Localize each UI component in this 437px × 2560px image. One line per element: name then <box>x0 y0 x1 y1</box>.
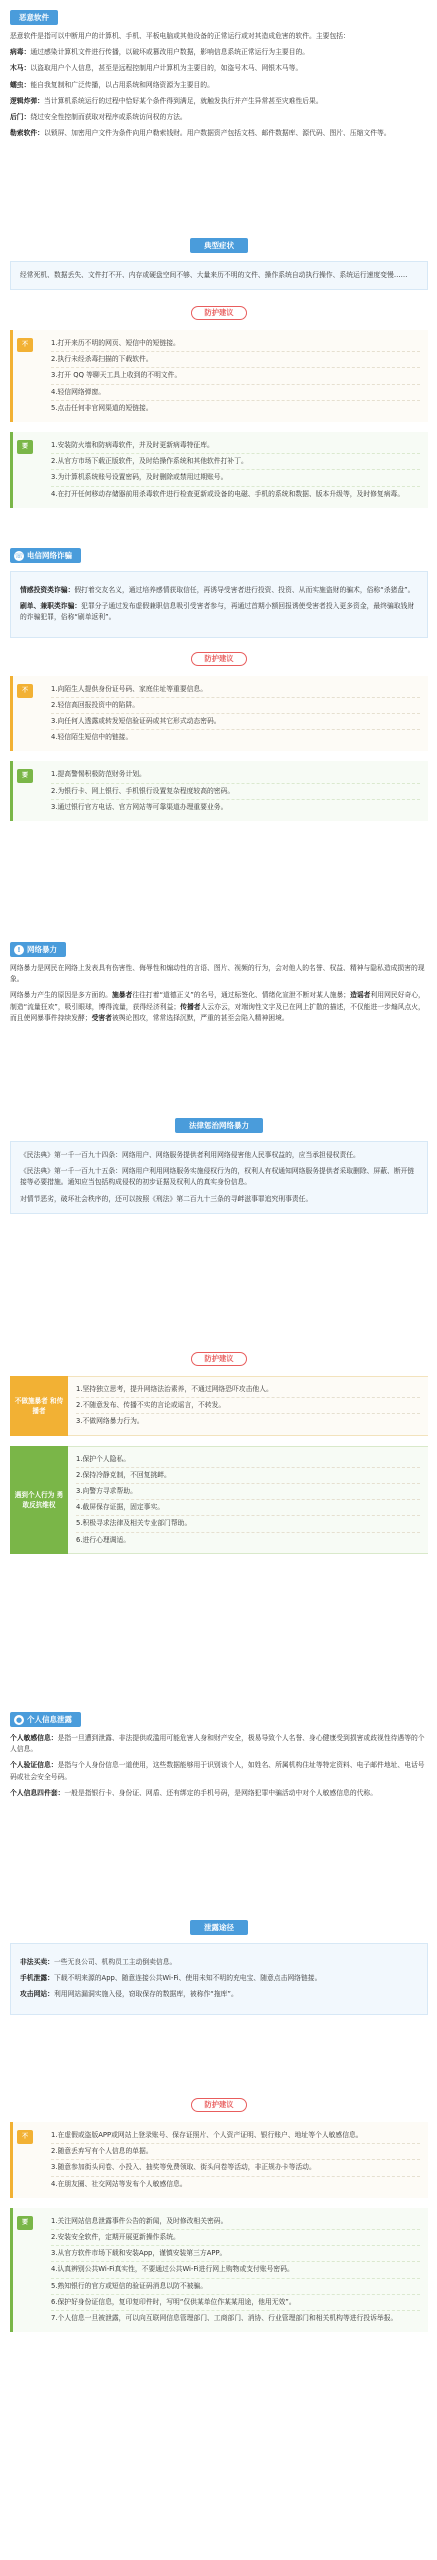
fraud-do-item: 2.为银行卡、网上银行、手机银行设置复杂程度较高的密码。 <box>51 784 420 800</box>
law-card <box>10 1141 428 1214</box>
fraud-dont-item: 3.向任何人透露或转发短信验证码或其它形式动态密码。 <box>51 714 420 730</box>
law-article-1195: 《民法典》第一千一百九十五条：网络用户利用网络服务实施侵权行为的，权利人有权通知网络服务提供者采取删除、屏蔽、断开链接等必要措施。通知应当包括构成侵权的初步证据及权利人的真实身份信息。 <box>20 1167 415 1187</box>
fraud-card <box>10 571 428 638</box>
dont-item: 2.执行未经杀毒扫描的下载软件。 <box>51 352 420 368</box>
malware-tag: 恶意软件 <box>10 10 58 25</box>
fraud-type-text: 犯罪分子通过发布虚假兼职信息吸引受害者参与，再通过首期小额回报诱使受害者投入更多资金，最终骗取钱财的诈骗犯罪，俗称“刷单返利”。 <box>20 602 415 622</box>
no-bully-item: 1.坚持独立思考，提升网络法治素养，不通过网络恐吓攻击他人。 <box>76 1382 420 1398</box>
defend-rights-item: 4.截屏保存证据，固定事实。 <box>76 1500 420 1516</box>
info-do-item: 1.关注网站信息泄露事件公告的新闻，及时修改相关密码。 <box>51 2214 420 2230</box>
fraud-type <box>20 601 418 623</box>
malware-definition-text: 以盗取用户个人信息，甚至是远程控制用户计算机为主要目的，如盗号木马、网银木马等。 <box>30 64 303 73</box>
fraud-type-term: 刷单、兼职类诈骗： <box>20 602 82 611</box>
do-item: 2.从官方市场下载正版软件，及时给操作系统和其他软件打补丁。 <box>51 454 420 470</box>
law-pill: 法律惩治网络暴力 <box>175 1118 263 1133</box>
fraud-type-text: 假打着交友名义，通过培养感情获取信任，再诱导受害者进行投资、投资、从而实施盗财的骗术，俗称“杀猪盘”。 <box>74 586 415 594</box>
malware-definition-term: 蠕虫： <box>10 80 31 89</box>
warning-icon: ! <box>14 945 24 955</box>
do-item: 4.在打开任何移动存储器前用杀毒软件进行检查更新或设备的电磁、手机的系统和数据、版本升级等，及时修复病毒。 <box>51 489 405 498</box>
leak-path-text: 利用网站漏洞实施入侵，窃取保存的数据库，被称作“拖库”。 <box>53 1990 238 1999</box>
info-do-item: 5.熟知银行的官方或短信的验证码消息以防不被骗。 <box>51 2279 420 2295</box>
info-type <box>10 1788 428 1799</box>
cyberbully-advice-pill: 防护建议 <box>191 1352 246 1366</box>
malware-definition-term: 勒索软件： <box>10 129 44 138</box>
info-do-item: 3.从官方软件市场下载和安装App，谨慎安装第三方APP。 <box>51 2246 420 2262</box>
cyberbully-causes: 网络暴力产生的原因是多方面的。施暴者往往打着“道德正义”的名号，通过标签化、情绪化宣泄不断对某人施暴；造谣者利用网民好奇心，制造“流量狂欢”，吸引眼球，博得流量，获得经济利益；传播者人云亦云，对端询性文字及已在网上扩散的描述，不仅能进一步煽风点火，而且使网暴事件持续发酵；受害者被舆论围攻，常常选择沉默，严重的甚至会陷入精神困境。 <box>10 991 425 1022</box>
symptoms-section <box>10 238 428 290</box>
defend-rights-item: 6.进行心理调适。 <box>76 1535 131 1544</box>
info-do-mark: 要 <box>17 2216 33 2230</box>
info-leak-tag-label: 个人信息泄露 <box>27 1715 72 1724</box>
leak-path <box>20 1957 418 1968</box>
leak-path-text: 一些无良公司、机构员工主动倒卖信息。 <box>53 1958 177 1966</box>
fraud-dont-mark: 不 <box>17 684 33 698</box>
dont-item: 1.打开来历不明的网页、短信中的短链接。 <box>51 336 420 352</box>
info-type-term: 个人信息四件套： <box>10 1788 65 1797</box>
fraud-dont-list <box>10 676 428 752</box>
cyberbully-advice-section <box>10 1352 428 1554</box>
info-type-text: 是指一旦遭到泄露、非法提供或滥用可能危害人身和财产安全，极易导致个人名誉、身心健康受到损害或歧视性待遇等的个人信息。 <box>10 1734 425 1754</box>
law-section <box>10 1118 428 1214</box>
malware-section <box>10 10 428 144</box>
law-criminal: 对情节恶劣，破坏社会秩序的，还可以按照《刑法》第二百九十三条的寻衅滋事罪追究刑事责任。 <box>20 1194 313 1203</box>
do-list <box>10 432 428 508</box>
no-bully-row <box>10 1376 428 1436</box>
info-type-term: 个人验证信息： <box>10 1761 58 1770</box>
fraud-do-item: 3.通过银行官方电话、官方网站等可靠渠道办理重要业务。 <box>51 802 228 811</box>
info-dont-list <box>10 2122 428 2198</box>
phone-icon: ☏ <box>14 551 24 560</box>
no-bully-item: 3.不做网络暴力行为。 <box>76 1417 144 1426</box>
info-type <box>10 1760 428 1782</box>
cyberbully-tag <box>10 942 66 957</box>
fraud-section <box>10 548 428 821</box>
leak-path-pill: 泄露途径 <box>190 1920 248 1935</box>
leak-path-term: 非法买卖： <box>20 1958 54 1966</box>
dont-item: 4.轻信网络弹窗。 <box>51 385 420 401</box>
info-type <box>10 1733 428 1755</box>
no-bully-label: 不做施暴者 和传播者 <box>10 1376 68 1436</box>
defend-rights-item: 3.向警方寻求帮助。 <box>76 1484 420 1500</box>
fraud-tag <box>10 548 81 563</box>
leak-path <box>20 1973 418 1984</box>
info-leak-tag <box>10 1712 81 1727</box>
defend-rights-label: 遇到个人行为 勇敢反抗维权 <box>10 1446 68 1554</box>
cyberbully-definition: 网络暴力是网民在网络上发表具有伤害性、侮辱性和煽动性的言语、图片、视频的行为，会对他人的名誉、权益、精神与隐私造成损害的现象。 <box>10 964 425 984</box>
info-do-item: 2.安装安全软件，定期开展更新操作系统。 <box>51 2230 420 2246</box>
do-mark: 要 <box>17 440 33 454</box>
defend-rights-item: 2.保持冷静克制，不回复挑衅。 <box>76 1468 420 1484</box>
malware-definition <box>10 128 428 139</box>
user-icon: ● <box>15 1715 23 1724</box>
dont-mark: 不 <box>17 338 33 352</box>
cyberbully-tag-label: 网络暴力 <box>27 945 57 954</box>
fraud-dont-item: 4.轻信陌生短信中的链接。 <box>51 733 133 742</box>
malware-definition-text: 通过感染计算机文件进行传播，以破坏或篡改用户数据，影响信息系统正常运行为主要目的。 <box>30 48 310 57</box>
advice-pill: 防护建议 <box>191 306 246 320</box>
fraud-type <box>20 585 418 596</box>
malware-definition-term: 病毒： <box>10 48 31 57</box>
defend-rights-item: 5.积极寻求法律及相关专业部门帮助。 <box>76 1516 420 1532</box>
malware-advice-section <box>10 306 428 508</box>
symptoms-pill: 典型症状 <box>190 238 248 253</box>
fraud-do-list <box>10 761 428 821</box>
info-dont-item: 4.在朋友圈、社交网站等发布个人敏感信息。 <box>51 2179 187 2188</box>
info-type-text: 是指与个人身份信息一道使用，这些数据能够用于识别该个人，如姓名、所属机构住址等特定资料、电子邮件地址、电话号码或社会安全号码。 <box>10 1761 425 1781</box>
malware-definition-term: 逻辑炸弹： <box>10 96 44 105</box>
malware-definitions <box>10 47 428 139</box>
fraud-dont-item: 2.轻信高回报投资中的陷阱。 <box>51 698 420 714</box>
info-dont-mark: 不 <box>17 2130 33 2144</box>
symptoms-text: 经常死机、数据丢失、文件打不开、内存或硬盘空间不够、大量来历不明的文件、操作系统自动执行操作、系统运行速度变慢…… <box>20 271 408 279</box>
info-do-list <box>10 2208 428 2332</box>
cyberbully-section <box>10 942 428 1029</box>
defend-rights-row <box>10 1446 428 1554</box>
malware-definition <box>10 47 428 58</box>
defend-rights-item: 1.保护个人隐私。 <box>76 1452 420 1468</box>
dont-list <box>10 330 428 422</box>
info-type-term: 个人敏感信息： <box>10 1734 58 1742</box>
info-advice-pill: 防护建议 <box>191 2098 246 2112</box>
info-leak-section <box>10 1712 428 1804</box>
leak-path-section <box>10 1920 428 2015</box>
dont-item: 5.点击任何非官网渠道的短链接。 <box>51 403 153 412</box>
fraud-do-mark: 要 <box>17 769 33 783</box>
info-dont-item: 3.随意参加街头问卷、小投入、抽奖等免费领取、街头问卷等活动，非正规办卡等活动。 <box>51 2160 420 2176</box>
info-type-text: 一般是指银行卡、身份证、网盾、还有绑定的手机号码，是网络犯罪中骗活动中对个人敏感信息的代称。 <box>64 1788 378 1797</box>
fraud-tag-label: 电信网络诈骗 <box>27 551 72 560</box>
malware-definition-text: 以锁屏、加密用户文件为条件向用户勒索钱财。用户数据资产包括文档、邮件数据库、源代码、图片、压缩文件等。 <box>43 129 391 138</box>
malware-definition <box>10 96 428 107</box>
fraud-advice-pill: 防护建议 <box>191 652 246 666</box>
malware-definition-text: 当计算机系统运行的过程中恰好某个条件得到满足，就触发执行并产生异常甚至灾难性后果。 <box>43 96 323 105</box>
malware-definition-term: 后门： <box>10 113 31 122</box>
leak-path-term: 手机泄露： <box>20 1974 54 1983</box>
symptoms-card <box>10 261 428 290</box>
do-item: 1.安装防火墙和防病毒软件，并及时更新病毒特征库。 <box>51 438 420 454</box>
info-dont-item: 2.随意丢弃写有个人信息的单据。 <box>51 2144 420 2160</box>
fraud-type-term: 情感投资类诈骗： <box>20 586 75 594</box>
leak-path-term: 攻击网站： <box>20 1990 54 1999</box>
info-do-item: 7.个人信息一旦被泄露，可以向互联网信息管理部门、工商部门、消协、行业管理部门和相关机构等进行投诉举报。 <box>51 2314 398 2323</box>
leak-path-card <box>10 1943 428 2015</box>
info-dont-item: 1.在虚假或盗版APP或网站上登录账号、保存证照片、个人资产证明、银行账户、地址等个人敏感信息。 <box>51 2128 420 2144</box>
law-article-1194: 《民法典》第一千一百九十四条：网络用户、网络服务提供者利用网络侵害他人民事权益的，应当承担侵权责任。 <box>20 1151 360 1159</box>
malware-definition-term: 木马： <box>10 64 31 73</box>
info-do-item: 4.认真辨别公共Wi-Fi真实性，不要通过公共Wi-Fi进行网上购物或支付账号密码。 <box>51 2262 420 2278</box>
malware-intro: 恶意软件是指可以中断用户的计算机、手机、平板电脑或其他设备的正常运行或对其造成危害的软件。主要包括： <box>10 32 350 40</box>
info-do-item: 6.保护好身份证信息，复印复印件时，写明“仅供某单位作某某用途，他用无效”。 <box>51 2295 420 2311</box>
leak-path <box>20 1989 418 2000</box>
leak-path-text: 下载不明来源的App、随意连接公共Wi-Fi、使用未知不明的充电宝、随意点击网络链接。 <box>53 1974 322 1983</box>
malware-definition <box>10 63 428 74</box>
do-item: 3.为计算机系统账号设置密码，及时删除或禁用过期账号。 <box>51 470 420 486</box>
malware-definition-text: 绕过安全性控制而获取对程序或系统访问权的方法。 <box>30 113 187 122</box>
fraud-do-item: 1.提高警惕积极防范财务计划。 <box>51 767 420 783</box>
fraud-dont-item: 1.向陌生人提供身份证号码、家庭住址等重要信息。 <box>51 682 420 698</box>
malware-definition-text: 能自我复制和广泛传播，以占用系统和网络资源为主要目的。 <box>30 80 214 89</box>
dont-item: 3.打开 QQ 等聊天工具上收到的不明文件。 <box>51 368 420 384</box>
malware-definition <box>10 112 428 123</box>
info-advice-section <box>10 2098 428 2332</box>
malware-definition <box>10 80 428 91</box>
no-bully-item: 2.不随意发布、传播不实的言论或谣言，不转发。 <box>76 1398 420 1414</box>
